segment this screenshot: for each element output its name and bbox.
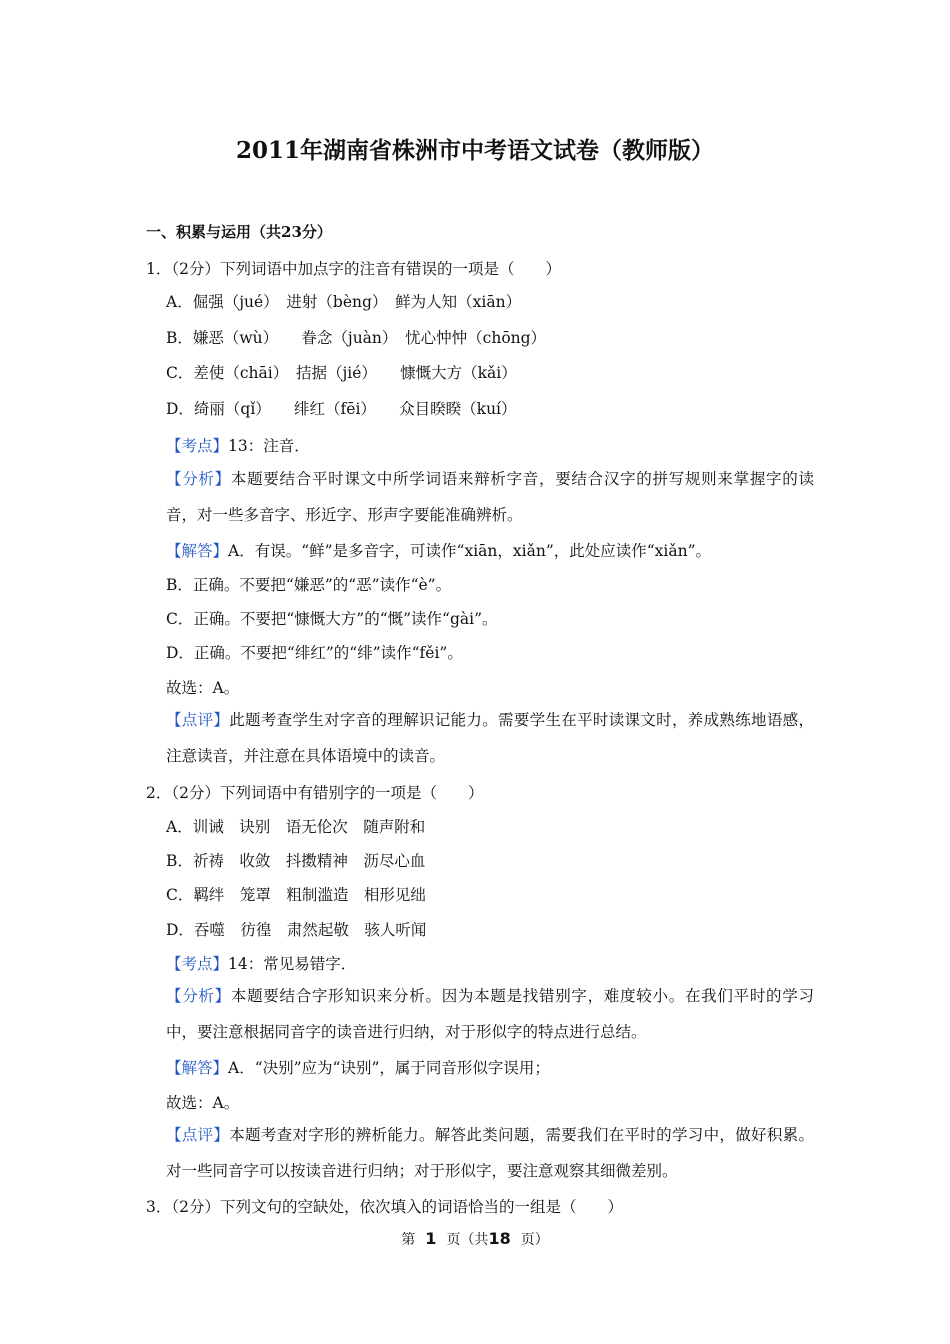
question-3-stem: 3．（2分）下列文句的空缺处，依次填入的词语恰当的一组是（ ） [146, 1198, 623, 1216]
page-number: 1 [425, 1229, 437, 1248]
section-heading: 一、积累与运用（共23分） [146, 223, 332, 241]
question-1-kaodian [166, 434, 310, 456]
jieda-tag: 【解答】 [166, 1059, 229, 1077]
footer-middle: 页（共 [446, 1232, 489, 1248]
question-1-answer-line-b: B．正确。不要把“嫌恶”的“恶”读作“è”。 [166, 576, 452, 594]
question-2-stem: 2．（2分）下列词语中有错别字的一项是（ ） [146, 784, 484, 802]
question-1-fenxi [166, 461, 814, 533]
question-2-option-b: B．祈祷 收敛 抖擞精神 沥尽心血 [166, 852, 426, 870]
question-2-kaodian [166, 952, 356, 974]
total-pages: 18 [488, 1229, 511, 1248]
question-1-stem: 1．（2分）下列词语中加点字的注音有错误的一项是（ ） [146, 260, 561, 278]
question-1-choice: 故选：A。 [166, 679, 240, 697]
kaodian-tag: 【考点】 [166, 955, 229, 973]
jieda-text: A．“决别”应为“诀别”，属于同音形似字误用； [228, 1059, 550, 1077]
question-2-option-c: C．羁绊 笼罩 粗制滥造 相形见绌 [166, 886, 426, 904]
fenxi-text: 本题要结合字形知识来分析。因为本题是找错别字，难度较小。在我们平时的学习中，要注意根据同音字的读音进行归纳，对于形似字的特点进行总结。 [166, 987, 814, 1041]
question-1-dianping [166, 702, 814, 774]
question-1-option-c: C．差使（chāi） 拮据（jié） 慷慨大方（kǎi） [166, 364, 517, 382]
fenxi-tag: 【分析】 [166, 470, 231, 488]
question-2-option-d: D．吞噬 彷徨 肃然起敬 骇人听闻 [166, 921, 427, 939]
dianping-tag: 【点评】 [166, 711, 230, 729]
fenxi-tag: 【分析】 [166, 987, 231, 1005]
question-1-jieda [166, 539, 711, 561]
question-1-option-b: B．嫌恶（wù） 眷念（juàn） 忧心忡忡（chōng） [166, 329, 547, 347]
question-1-answer-line-d: D．正确。不要把“绯红”的“绯”读作“fěi”。 [166, 644, 463, 662]
footer-prefix: 第 [401, 1232, 416, 1248]
kaodian-text: 14：常见易错字． [228, 955, 357, 973]
question-1-answer-line-c: C．正确。不要把“慷慨大方”的“慨”读作“gài”。 [166, 610, 498, 628]
question-1-option-a: A．倔强（jué） 进射（bèng） 鲜为人知（xiān） [166, 293, 522, 311]
page-footer [0, 1229, 950, 1249]
dianping-text: 此题考查学生对字音的理解识记能力。需要学生在平时读课文时，养成熟练地语感，注意读音，并注意在具体语境中的读音。 [166, 711, 814, 765]
jieda-text: A．有误。“鲜”是多音字，可读作“xiān，xiǎn”，此处应读作“xiǎn”。 [228, 542, 712, 560]
question-2-option-a: A．训诫 诀别 语无伦次 随声附和 [166, 818, 426, 836]
question-2-choice: 故选：A。 [166, 1094, 240, 1112]
dianping-text: 本题考查对字形的辨析能力。解答此类问题，需要我们在平时的学习中，做好积累。对一些同音字可以按读音进行归纳；对于形似字，要注意观察其细微差别。 [166, 1126, 814, 1180]
jieda-tag: 【解答】 [166, 542, 229, 560]
kaodian-text: 13：注音． [228, 437, 310, 455]
dianping-tag: 【点评】 [166, 1126, 230, 1144]
fenxi-text: 本题要结合平时课文中所学词语来辩析字音，要结合汉字的拼写规则来掌握字的读音，对一些多音字、形近字、形声字要能准确辨析。 [166, 470, 814, 524]
kaodian-tag: 【考点】 [166, 437, 229, 455]
question-2-fenxi [166, 978, 814, 1050]
page-title: 2011年湖南省株洲市中考语文试卷（教师版） [235, 137, 714, 164]
question-1-option-d: D．绮丽（qǐ） 绯红（fēi） 众目睽睽（kuí） [166, 400, 517, 418]
question-2-jieda [166, 1056, 550, 1078]
question-2-dianping [166, 1117, 814, 1189]
footer-suffix: 页） [520, 1232, 549, 1248]
